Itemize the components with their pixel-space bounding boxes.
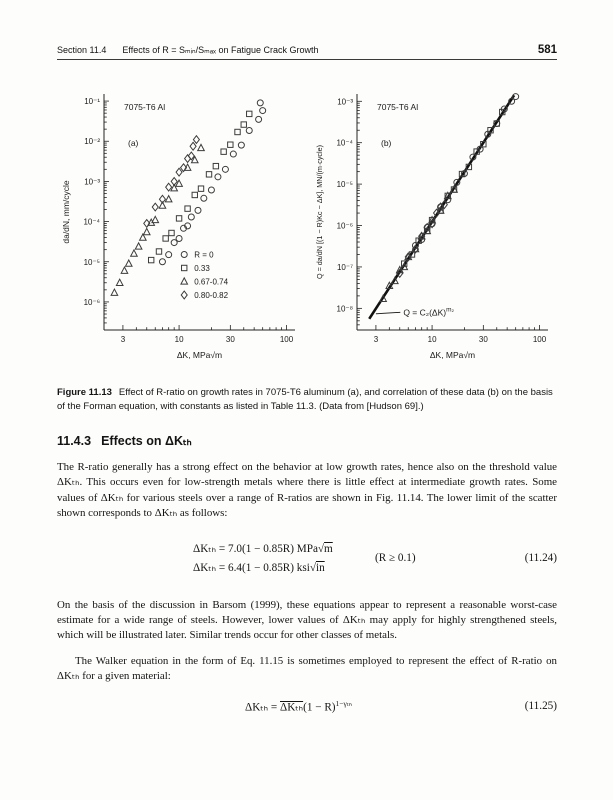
svg-text:10⁻⁵: 10⁻⁵ [83, 257, 100, 267]
paragraph-threshold-intro: The R-ratio generally has a strong effect on the behavior at low growth rates, hence also on the threshold value ΔKₜₕ. This occurs even for low-strength metals where there is little effect at intermediate growth rates. Some values of ΔKₜₕ for various steels over a range of R-ratios are shown in Fig. 11.14. The lower limit of the scatter shown corresponds to ΔKₜₕ as follows: [57, 461, 557, 520]
svg-text:0.33: 0.33 [194, 263, 210, 273]
growth-rate-scatter-plot [58, 82, 303, 374]
equation-11-25-expression [245, 699, 352, 714]
svg-text:10⁻⁴: 10⁻⁴ [83, 217, 100, 227]
svg-text:100: 100 [532, 335, 547, 344]
equation-11-24-condition: (R ≥ 0.1) [375, 551, 416, 564]
plot-title: 7075-T6 Al [124, 102, 166, 112]
annotation-leader [376, 312, 400, 313]
svg-text:10⁻⁷: 10⁻⁷ [336, 262, 353, 272]
equation-11-24 [57, 536, 557, 580]
x-axis-label: ΔK, MPa√m [176, 350, 223, 360]
annotation-text: $Q = C_2(\Delta K)^{m_2}$ [403, 306, 455, 318]
equation-11-24-line2-text: ΔKₜₕ = 6.4(1 − 0.85R) ksi√ [193, 561, 316, 574]
paragraph-walker-equation: The Walker equation in the form of Eq. 11.15 is sometimes employed to represent the effect of R-ratio on ΔKₜₕ for a given material: [57, 654, 557, 683]
svg-text:30: 30 [478, 335, 488, 344]
series-square [148, 111, 251, 263]
equation-11-24-line2-radicand: in [315, 561, 325, 574]
svg-text:30: 30 [225, 335, 235, 344]
svg-text:10⁻⁸: 10⁻⁸ [336, 304, 353, 314]
figure-plots [57, 82, 557, 374]
running-head [57, 44, 557, 56]
svg-text:R = 0: R = 0 [194, 250, 214, 260]
y-axis-label: da/dN, mm/cycle [61, 180, 71, 244]
equation-11-24-lines [193, 536, 333, 580]
plot-title: 7075-T6 Al [377, 102, 419, 112]
svg-text:10⁻³: 10⁻³ [84, 177, 100, 187]
svg-text:3: 3 [120, 335, 126, 344]
running-head-section: Section 11.4 [57, 45, 107, 55]
legend [181, 250, 229, 299]
section-heading [57, 433, 557, 448]
svg-text:0.67-0.74: 0.67-0.74 [194, 277, 229, 287]
svg-text:3: 3 [373, 335, 379, 344]
page-number: 581 [537, 44, 557, 56]
figure-caption [57, 386, 557, 413]
running-head-title: Effects of R = Sₘᵢₙ/Sₘₐₓ on Fatigue Crack Growth [122, 45, 319, 55]
equation-11-24-line1-radicand: m [324, 542, 333, 555]
header-rule [57, 59, 557, 60]
svg-text:10⁻⁶: 10⁻⁶ [336, 221, 353, 231]
y-axis-label: Q = da/dN [(1 − R)Kc − ΔK], MN/(m·cycle) [315, 144, 324, 280]
equation-11-25 [57, 699, 557, 714]
svg-text:100: 100 [279, 335, 294, 344]
equation-11-25-base: (1 − R) [303, 701, 336, 714]
equation-11-24-line1-text: ΔKₜₕ = 7.0(1 − 0.85R) MPa√ [193, 542, 325, 555]
section-heading-title: Effects on ΔKₜₕ [101, 434, 192, 448]
svg-text:10⁻⁵: 10⁻⁵ [336, 180, 353, 190]
svg-text:0.80-0.82: 0.80-0.82 [194, 290, 229, 300]
svg-text:10⁻⁶: 10⁻⁶ [83, 297, 100, 307]
svg-text:10⁻¹: 10⁻¹ [84, 97, 100, 107]
equation-11-25-lhs: ΔKₜₕ = [245, 701, 280, 714]
equation-11-25-overlined: ΔKₜₕ [280, 701, 304, 714]
equation-11-24-line1 [193, 542, 333, 555]
forman-correlation-plot [311, 82, 556, 374]
svg-text:10⁻⁴: 10⁻⁴ [336, 138, 353, 148]
figure-caption-label: Figure 11.13 [57, 387, 112, 398]
running-head-left [57, 45, 319, 56]
panel-label: (a) [128, 138, 139, 148]
equation-11-24-number: (11.24) [524, 551, 557, 564]
section-heading-number: 11.4.3 [57, 434, 92, 448]
svg-text:10⁻³: 10⁻³ [337, 97, 353, 107]
paragraph-barsom-discussion: On the basis of the discussion in Barsom (1999), these equations appear to represent a reasonable worst-case estimate for a wide range of steels. However, lower values of ΔKₜₕ may apply for highly strengthened steels, which will be illustrated later. Similar trends occur for other classes of metals. [57, 598, 557, 642]
equation-11-25-exponent: 1−γₜₕ [335, 698, 353, 708]
equation-11-25-number: (11.25) [524, 700, 557, 713]
equation-11-24-line2 [193, 561, 333, 574]
svg-text:10⁻²: 10⁻² [84, 137, 100, 147]
series-circle [159, 100, 265, 265]
x-axis-label: ΔK, MPa√m [429, 350, 476, 360]
figure-caption-text: Effect of R-ratio on growth rates in 7075-T6 aluminum (a), and correlation of these data (b) on the basis of the Forman equation, with constants as listed in Table 11.3. (Data from [Hudson 69].) [57, 387, 553, 412]
svg-text:10: 10 [427, 335, 437, 344]
panel-label: (b) [381, 138, 392, 148]
svg-text:10: 10 [174, 335, 184, 344]
figure-11-13 [57, 82, 557, 413]
